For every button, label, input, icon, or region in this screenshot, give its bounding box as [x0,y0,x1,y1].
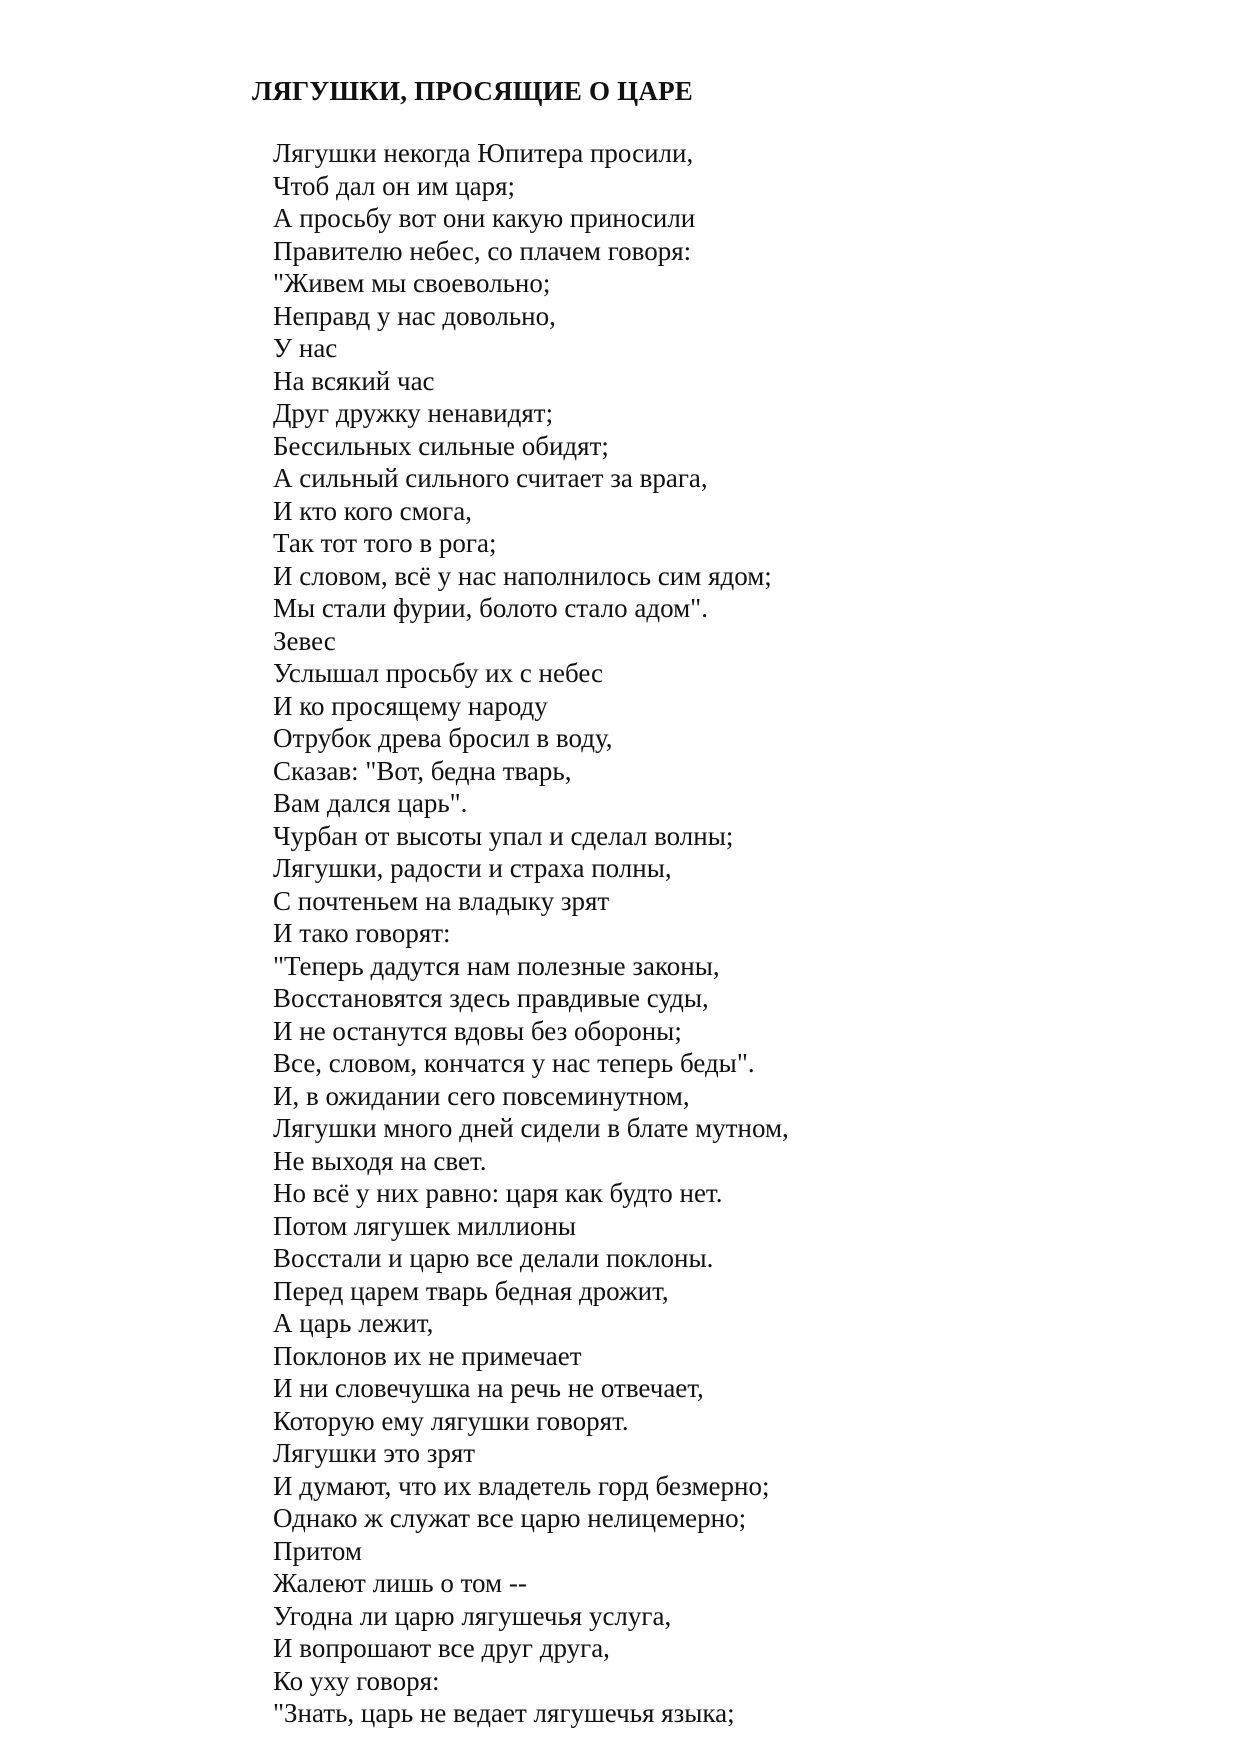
poem-line: Так тот того в рога; [273,528,497,558]
poem-line: И словом, всё у нас наполнилось сим ядом; [273,560,772,591]
poem-line: Мы стали фурии, болото стало адом". [273,593,708,623]
poem-line: И вопрошают все друг друга, [273,1633,610,1663]
poem-line: Лягушки, радости и страха полны, [273,853,672,883]
poem-line: И тако говорят: [273,918,451,948]
poem-line: А царь лежит, [273,1308,434,1338]
poem-line: И ко просящему народу [273,690,548,721]
poem-line: Поклонов их не примечает [273,1340,582,1371]
poem-line: Услышал просьбу их с небес [273,658,603,688]
poem-line: Потом лягушек миллионы [273,1210,577,1241]
poem-line: Сказав: "Вот, бедна тварь, [273,755,572,786]
poem-line: Лягушки много дней сидели в блате мутном, [273,1113,789,1143]
poem-line: Все, словом, кончатся у нас теперь беды". [273,1048,755,1078]
poem-line: "Теперь дадутся нам полезные законы, [273,950,720,981]
poem-line: А сильный сильного считает за врага, [273,463,708,493]
poem-line: И, в ожидании сего повсеминутном, [273,1080,690,1111]
poem-line: Друг дружку ненавидят; [273,398,554,428]
poem-line: Лягушки это зрят [273,1438,476,1468]
poem-title: ЛЯГУШКИ, ПРОСЯЩИЕ О ЦАРЕ [252,76,693,106]
poem-line: Зевес [273,625,336,656]
poem-line: С почтеньем на владыку зрят [273,885,610,916]
poem-line: Перед царем тварь бедная дрожит, [273,1275,669,1306]
poem-line: Отрубок древа бросил в воду, [273,723,613,753]
poem-line: И кто кого смога, [273,495,472,526]
poem-line: И думают, что их владетель горд безмерно; [273,1470,770,1501]
poem-line: И не останутся вдовы без обороны; [273,1015,682,1046]
poem-body [273,137,789,1730]
poem-line: Бессильных сильные обидят; [273,430,609,461]
poem-line: У нас [273,333,338,363]
poem-line: Но всё у них равно: царя как будто нет. [273,1178,723,1208]
poem-line: "Знать, царь не ведает лягушечья языка; [273,1698,735,1728]
poem-line: Чтоб дал он им царя; [273,170,515,201]
poem-line: Восстановятся здесь правдивые суды, [273,983,709,1013]
poem-line: А просьбу вот они какую приносили [273,203,696,233]
poem-line: И ни словечушка на речь не отвечает, [273,1373,704,1403]
poem-line: Которую ему лягушки говорят. [273,1405,629,1436]
poem-line: Притом [273,1535,362,1566]
poem-line: Чурбан от высоты упал и сделал волны; [273,820,734,851]
poem-line: Угодна ли царю лягушечья услуга, [273,1600,672,1631]
poem-line: Вам дался царь". [273,788,468,818]
poem-line: "Живем мы своевольно; [273,268,551,298]
poem-line: Лягушки некогда Юпитера просили, [273,138,694,168]
poem-line: Ко уху говоря: [273,1665,440,1696]
poem-line: Жалеют лишь о том -- [273,1568,527,1598]
poem-line: На всякий час [273,365,435,396]
poem-line: Однако ж служат все царю нелицемерно; [273,1503,747,1533]
poem-line: Правителю небес, со плачем говоря: [273,235,692,266]
poem-line: Не выходя на свет. [273,1145,487,1176]
poem-line: Восстали и царю все делали поклоны. [273,1243,714,1273]
poem-line: Неправд у нас довольно, [273,300,556,331]
